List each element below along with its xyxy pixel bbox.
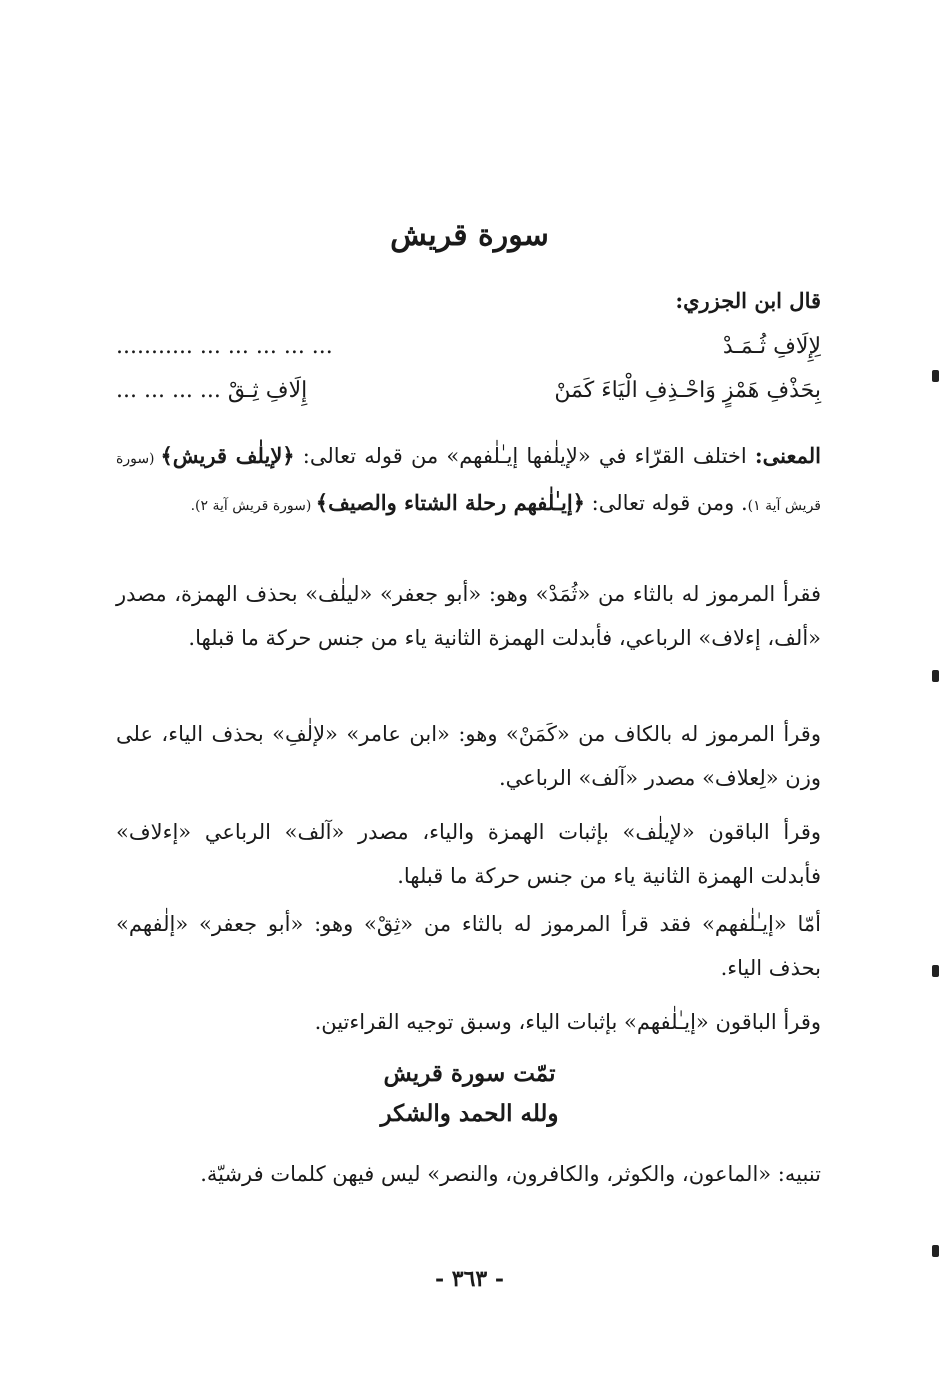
scan-edge-mark xyxy=(932,965,939,977)
verse-line-2-right-hemistich: بِحَذْفِ هَمْزٍ وَاحْـذِفِ الْيَاءَ كَمَنْ xyxy=(554,378,821,403)
note-paragraph: تنبيه: «الماعون، والكوثر، والكافرون، والنصر» ليس فيهن كلمات فرشيّة. xyxy=(200,1162,821,1186)
meaning-quote-1: ﴿لإيلٰف قريش﴾ xyxy=(160,443,295,468)
meaning-text-1: اختلف القرّاء في «لإيلٰفها إيـٰلٰفهم» من قوله تعالى: xyxy=(294,444,755,468)
paragraph-meaning xyxy=(116,434,821,528)
scan-edge-mark xyxy=(932,1245,939,1257)
meaning-quote-2: ﴿إيـٰلٰفهم رحلة الشتاء والصيف﴾ xyxy=(315,490,585,515)
meaning-ref-2: (سورة قريش آية ٢). xyxy=(190,498,316,514)
meaning-label: المعنى: xyxy=(754,443,821,468)
meaning-text-2: . ومن قوله تعالى: xyxy=(584,491,748,515)
verse-line-1-right-hemistich: ... ... ... ... ... ........... xyxy=(116,334,333,359)
paragraph-others: وقرأ الباقون «لإيلٰف» بإثبات الهمزة والياء، مصدر «آلف» الرباعي «إءلاف» فأبدلت الهمزة الثانية ياء من جنس حركة ما قبلها. xyxy=(116,820,821,888)
paragraph-others-ilafihim: وقرأ الباقون «إيـٰلٰفهم» بإثبات الياء، وسبق توجيه القراءتين. xyxy=(314,1010,821,1034)
meaning-ref-1: (سورة قريش آية ١) xyxy=(116,451,821,514)
scan-edge-mark xyxy=(932,370,939,382)
intro-line: قال ابن الجزري: xyxy=(675,288,821,313)
paragraph-abu-jafar: فقرأ المرموز له بالثاء من «ثُمَدْ» وهو: «أبو جعفر» «ليلٰف» بحذف الهمزة، مصدر «ألف، إءلاف» الرباعي، فأبدلت الهمزة الثانية ياء من جنس حركة ما قبلها. xyxy=(116,582,821,650)
verse-line-2-left-hemistich: إِلَافِ ثِـقْ ... ... ... ... xyxy=(116,378,308,403)
scan-edge-mark xyxy=(932,670,939,682)
paragraph-ilafihim: أمّا «إيـٰلٰفهم» فقد قرأ المرموز له بالثاء من «ثِقْ» وهو: «أبو جعفر» «إلٰفهم» بحذف الياء. xyxy=(116,912,821,980)
verse-line-2 xyxy=(116,378,821,418)
verse-line-1 xyxy=(116,334,821,374)
verse-line-1-left-hemistich: لِإِلَافِ ثُـمَـدْ xyxy=(722,334,821,359)
page-number: - ٣٦٣ - xyxy=(434,1266,505,1292)
surah-title: سورة قريش xyxy=(390,218,549,253)
closing-line-2: ولله الحمد والشكر xyxy=(380,1100,559,1127)
closing-line-1: تمّت سورة قريش xyxy=(383,1060,556,1087)
paragraph-ibn-amir: وقرأ المرموز له بالكاف من «كَمَنْ» وهو: «ابن عامر» «لإلٰفِ» بحذف الياء، على وزن «لِعلاف» مصدر «آلف» الرباعي. xyxy=(116,722,821,790)
